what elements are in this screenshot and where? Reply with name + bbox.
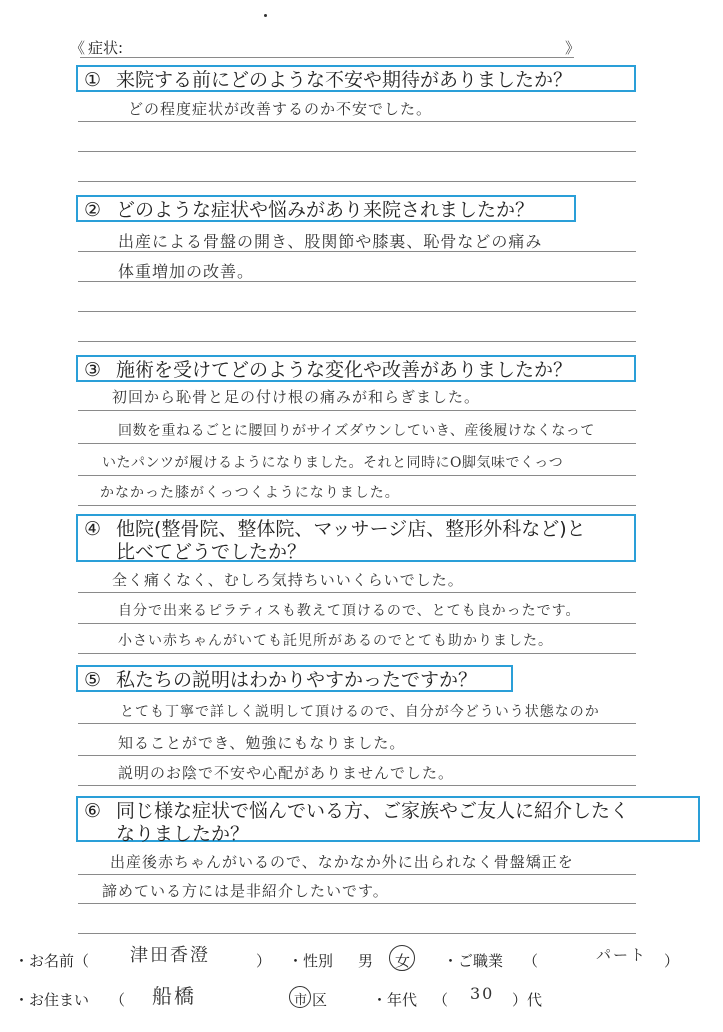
rule (78, 281, 636, 282)
question-1-number: ① (84, 69, 102, 91)
address-open: （ (110, 991, 126, 1009)
job-label: ・ご職業 (443, 952, 504, 970)
answer-6-line-1: 出産後赤ちゃんがいるので、なかなか外に出られなく骨盤矯正を (110, 853, 574, 871)
answer-5-line-3: 説明のお陰で不安や心配がありませんでした。 (118, 764, 455, 782)
symptom-label: 症状: (88, 39, 124, 57)
header-close-bracket: 》 (565, 39, 581, 57)
address-label: ・お住まい (14, 991, 90, 1009)
name-close: ） (256, 952, 272, 970)
age-label: ・年代 (372, 991, 418, 1009)
rule (78, 341, 636, 342)
address-ward: 区 (312, 991, 328, 1009)
age-value: 30 (470, 984, 495, 1003)
header-open-bracket: 《 (70, 39, 86, 57)
rule (78, 653, 636, 654)
age-close: ）代 (512, 991, 543, 1009)
address-value: 船橋 (152, 984, 196, 1008)
answer-4-line-3: 小さい赤ちゃんがいても託児所があるのでとても助かりました。 (118, 633, 553, 649)
header-underline (80, 57, 574, 58)
rule (78, 181, 636, 182)
question-2-text: どのような症状や悩みがあり来院されましたか？ (116, 199, 535, 221)
rule (78, 903, 636, 904)
city-circle (289, 986, 311, 1008)
question-1-text: 来院する前にどのような不安や期待がありましたか？ (116, 69, 573, 91)
question-5-number: ⑤ (84, 669, 102, 691)
name-label: ・お名前（ (14, 952, 90, 970)
rule (78, 723, 636, 724)
rule (78, 151, 636, 152)
rule (78, 505, 636, 506)
rule (78, 251, 636, 252)
question-6-text: 同じ様な症状で悩んでいる方、ご家族やご友人に紹介したく (116, 800, 630, 822)
gender-male: 男 (358, 952, 374, 970)
question-2-box (76, 195, 576, 222)
age-open: （ (433, 991, 449, 1009)
answer-2-line-2: 体重増加の改善。 (118, 262, 255, 281)
job-close: ） (664, 952, 680, 970)
header-dot (264, 14, 267, 17)
answer-5-line-2: 知ることができ、勉強にもなりました。 (118, 734, 406, 752)
question-3-text: 施術を受けてどのような変化や改善がありましたか？ (116, 359, 573, 381)
question-2-number: ② (84, 199, 102, 221)
answer-3-line-2: 回数を重ねるごとに腰回りがサイズダウンしていき、産後履けなくなって (118, 423, 595, 439)
rule (78, 623, 636, 624)
answer-3-line-3: いたパンツが履けるようになりました。それと同時にO脚気味でくっつ (102, 455, 564, 471)
answer-5-line-1: とても丁寧で詳しく説明して頂けるので、自分が今どういう状態なのか (120, 704, 600, 720)
question-5-text: 私たちの説明はわかりやすかったですか？ (116, 669, 478, 691)
question-6-box (76, 796, 700, 845)
question-3-box (76, 355, 636, 382)
rule (78, 592, 636, 593)
question-6-text-2: なりましたか？ (116, 823, 250, 845)
answer-6-line-2: 諦めている方には是非紹介したいです。 (102, 882, 389, 900)
job-open: （ (523, 952, 539, 970)
answer-2-line-1: 出産による骨盤の開き、股関節や膝裏、恥骨などの痛み (118, 232, 543, 251)
answer-3-line-4: かなかった膝がくっつくようになりました。 (100, 485, 400, 501)
rule (78, 755, 636, 756)
rule (78, 933, 636, 934)
question-4-box (76, 514, 636, 562)
rule (78, 874, 636, 875)
rule (78, 410, 636, 411)
question-4-text: 他院(整骨院、整体院、マッサージ店、整形外科など)と (116, 518, 586, 540)
answer-1-line-1: どの程度症状が改善するのか不安でした。 (128, 100, 433, 118)
job-value: パート (596, 946, 648, 964)
gender-label: ・性別 (288, 952, 334, 970)
rule (78, 785, 636, 786)
gender-female: 女 (395, 952, 411, 970)
question-1-box (76, 65, 636, 92)
question-5-box (76, 665, 513, 692)
rule (78, 121, 636, 122)
name-value: 津田香澄 (130, 945, 210, 966)
answer-3-line-1: 初回から恥骨と足の付け根の痛みが和らぎました。 (112, 388, 481, 406)
rule (78, 475, 636, 476)
question-6-number: ⑥ (84, 800, 102, 822)
address-city: 市 (294, 993, 308, 1008)
rule (78, 443, 636, 444)
rule (78, 311, 636, 312)
gender-circle (389, 945, 415, 971)
question-4-number: ④ (84, 518, 102, 540)
answer-4-line-2: 自分で出来るピラティスも教えて頂けるので、とても良かったです。 (118, 603, 581, 619)
answer-4-line-1: 全く痛くなく、むしろ気持ちいいくらいでした。 (112, 571, 464, 589)
question-4-text-2: 比べてどうでしたか？ (116, 541, 307, 563)
question-3-number: ③ (84, 359, 102, 381)
